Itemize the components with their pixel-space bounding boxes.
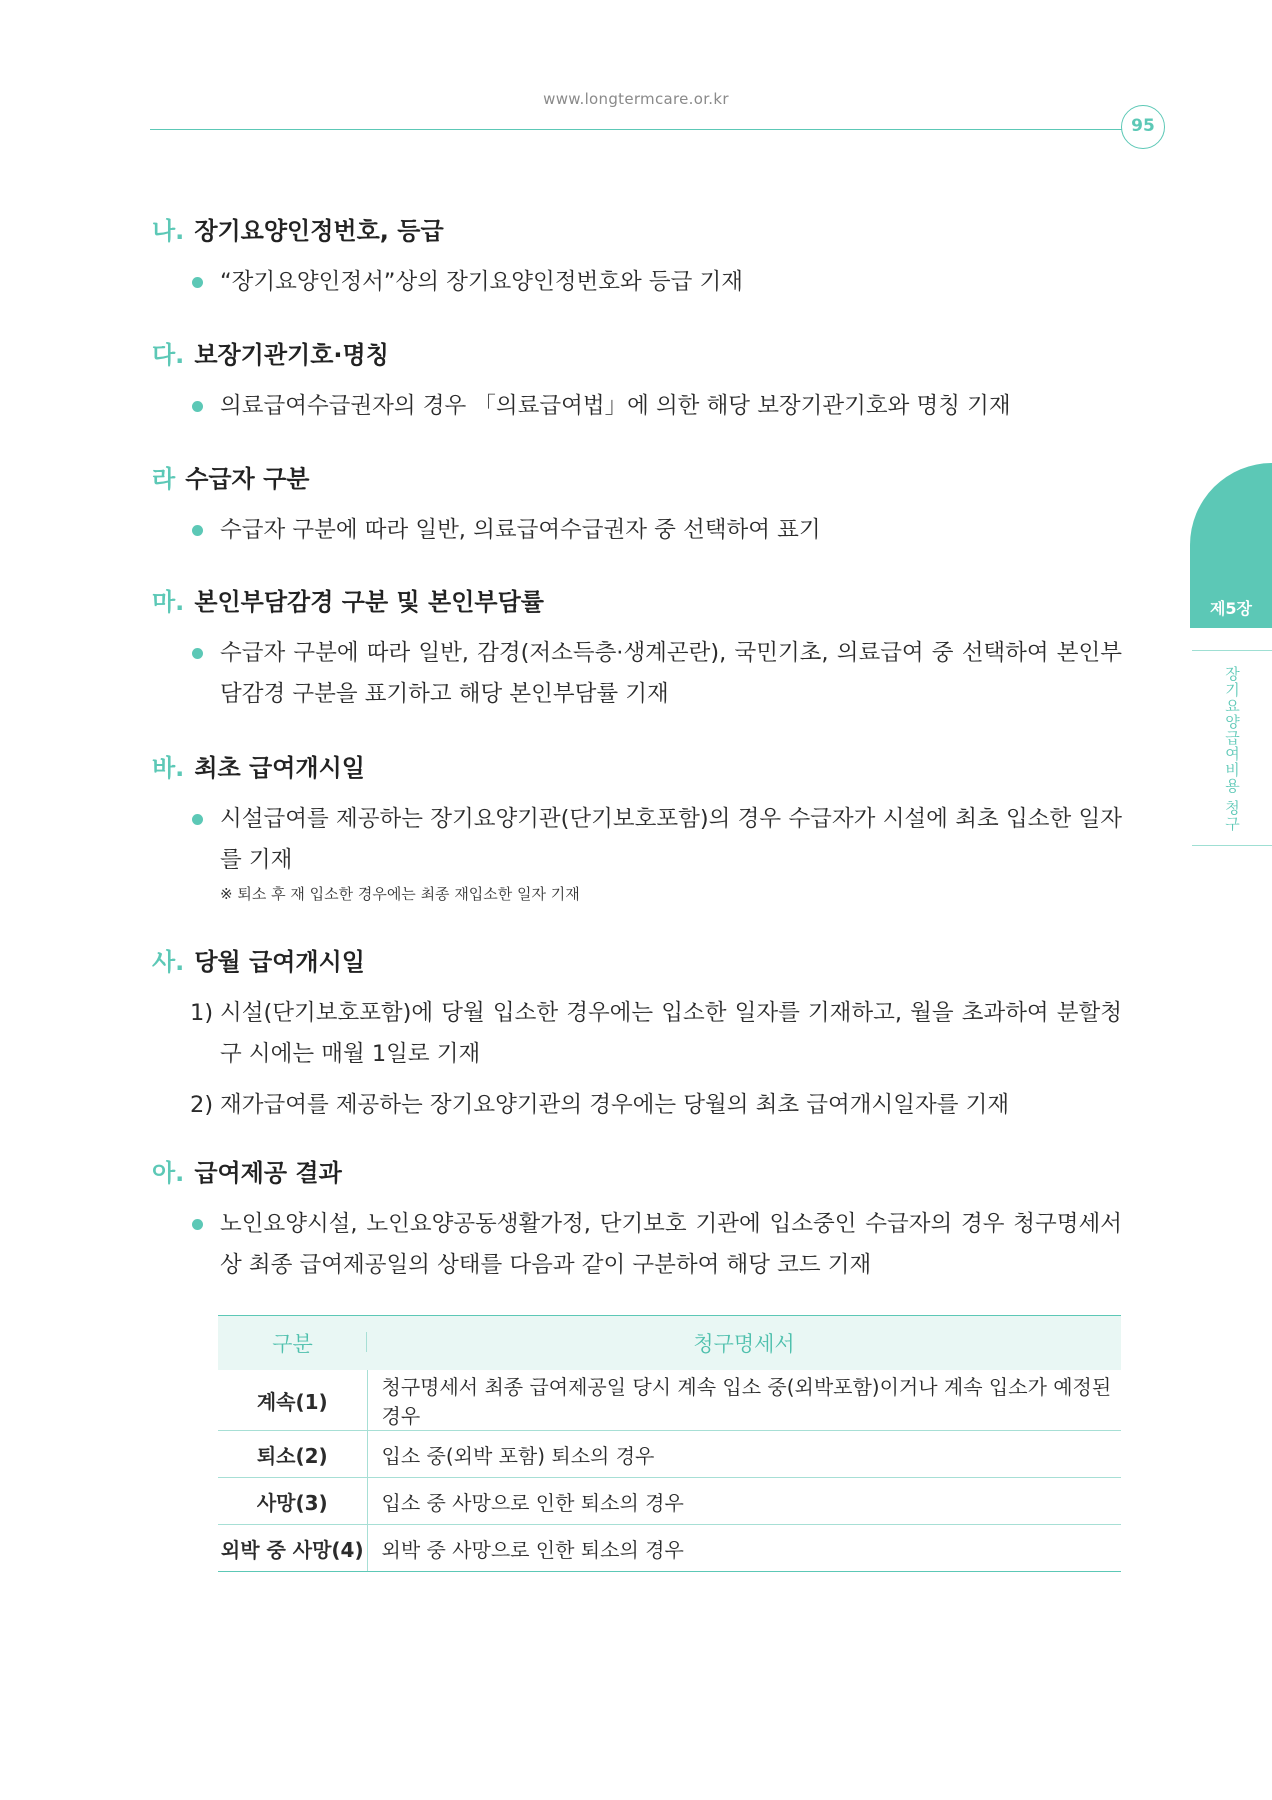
item-number: 2) [190,1092,214,1118]
table-header-claim: 청구명세서 [367,1316,1121,1371]
bullet-icon [192,648,203,659]
result-code-table [218,1315,1121,1572]
table-row [218,1478,1121,1525]
section-sa [152,945,1122,1126]
side-rule-bottom [1192,845,1272,846]
section-letter: 바. [152,754,185,782]
table-cell-desc: 청구명세서 최종 급여제공일 당시 계속 입소 중(외박포함)이거나 계속 입소가 예정된 경우 [367,1370,1121,1431]
bullet-text: 노인요양시설, 노인요양공동생활가정, 단기보호 기관에 입소중인 수급자의 경우 청구명세서 상 최종 급여제공일의 상태를 다음과 같이 구분하여 해당 코드 기재 [220,1211,1122,1278]
site-url: www.longtermcare.or.kr [543,90,729,108]
item-number: 1) [190,1000,214,1026]
section-heading [152,751,1122,785]
section-title: 급여제공 결과 [194,1159,342,1187]
side-rule-top [1192,650,1272,651]
table-row [218,1431,1121,1478]
numbered-item [190,1085,1122,1126]
bullet-text: 수급자 구분에 따라 일반, 감경(저소득층·생계곤란), 국민기초, 의료급여 중 선택하여 본인부담감경 구분을 표기하고 해당 본인부담률 기재 [220,640,1122,707]
section-title: 당월 급여개시일 [194,948,365,976]
bullet-item [190,799,1122,881]
section-letter: 라 [152,465,176,493]
bullet-item [190,633,1122,715]
item-text: 시설(단기보호포함)에 당월 입소한 경우에는 입소한 일자를 기재하고, 월을 초과하여 분할청구 시에는 매월 1일로 기재 [220,1000,1122,1067]
bullet-text: 시설급여를 제공하는 장기요양기관(단기보호포함)의 경우 수급자가 시설에 최초 입소한 일자를 기재 [220,806,1122,873]
section-da [152,338,1122,427]
item-text: 재가급여를 제공하는 장기요양기관의 경우에는 당월의 최초 급여개시일자를 기재 [220,1092,1010,1118]
section-ma [152,585,1122,715]
header-rule [150,129,1124,130]
section-heading [152,338,1122,372]
section-note: ※ 퇴소 후 재 입소한 경우에는 최종 재입소한 일자 기재 [220,885,580,903]
chapter-title-vertical: 장기요양급여비용 청구 [1223,666,1241,832]
bullet-icon [192,1219,203,1230]
section-title: 본인부담감경 구분 및 본인부담률 [194,588,544,616]
section-letter: 마. [152,588,185,616]
bullet-icon [192,277,203,288]
section-ra [152,462,1122,551]
bullet-text: “장기요양인정서”상의 장기요양인정번호와 등급 기재 [220,269,743,295]
bullet-item [190,1204,1122,1286]
table-cell-desc: 외박 중 사망으로 인한 퇴소의 경우 [367,1525,1121,1572]
table-header-category: 구분 [218,1316,367,1371]
bullet-item [190,262,1122,303]
table-row [218,1525,1121,1572]
section-heading [152,1156,1122,1190]
section-title: 수급자 구분 [185,465,310,493]
bullet-text: 의료급여수급권자의 경우 「의료급여법」에 의한 해당 보장기관기호와 명칭 기재 [220,393,1011,419]
section-ba [152,751,1122,907]
bullet-item [190,386,1122,427]
bullet-icon [192,401,203,412]
section-letter: 아. [152,1159,185,1187]
section-heading [152,945,1122,979]
section-na [152,214,1122,303]
section-title: 최초 급여개시일 [194,754,365,782]
section-letter: 사. [152,948,185,976]
numbered-item [190,993,1122,1075]
table-header-row [218,1316,1121,1371]
section-heading [152,214,1122,248]
section-letter: 나. [152,217,185,245]
section-title: 장기요양인정번호, 등급 [194,217,444,245]
bullet-icon [192,525,203,536]
table-cell-code: 퇴소(2) [218,1431,367,1478]
table-cell-desc: 입소 중(외박 포함) 퇴소의 경우 [367,1431,1121,1478]
bullet-text: 수급자 구분에 따라 일반, 의료급여수급권자 중 선택하여 표기 [220,517,821,543]
section-heading [152,462,1122,496]
table-cell-code: 사망(3) [218,1478,367,1525]
section-title: 보장기관기호·명칭 [194,341,389,369]
chapter-label: 제5장 [1209,599,1253,618]
table-cell-code: 계속(1) [218,1370,367,1431]
bullet-icon [192,814,203,825]
page-number-badge: 95 [1121,105,1165,149]
section-heading [152,585,1122,619]
table-cell-desc: 입소 중 사망으로 인한 퇴소의 경우 [367,1478,1121,1525]
section-a [152,1156,1122,1286]
table-cell-code: 외박 중 사망(4) [218,1525,367,1572]
table-row [218,1370,1121,1431]
section-letter: 다. [152,341,185,369]
bullet-item [190,510,1122,551]
